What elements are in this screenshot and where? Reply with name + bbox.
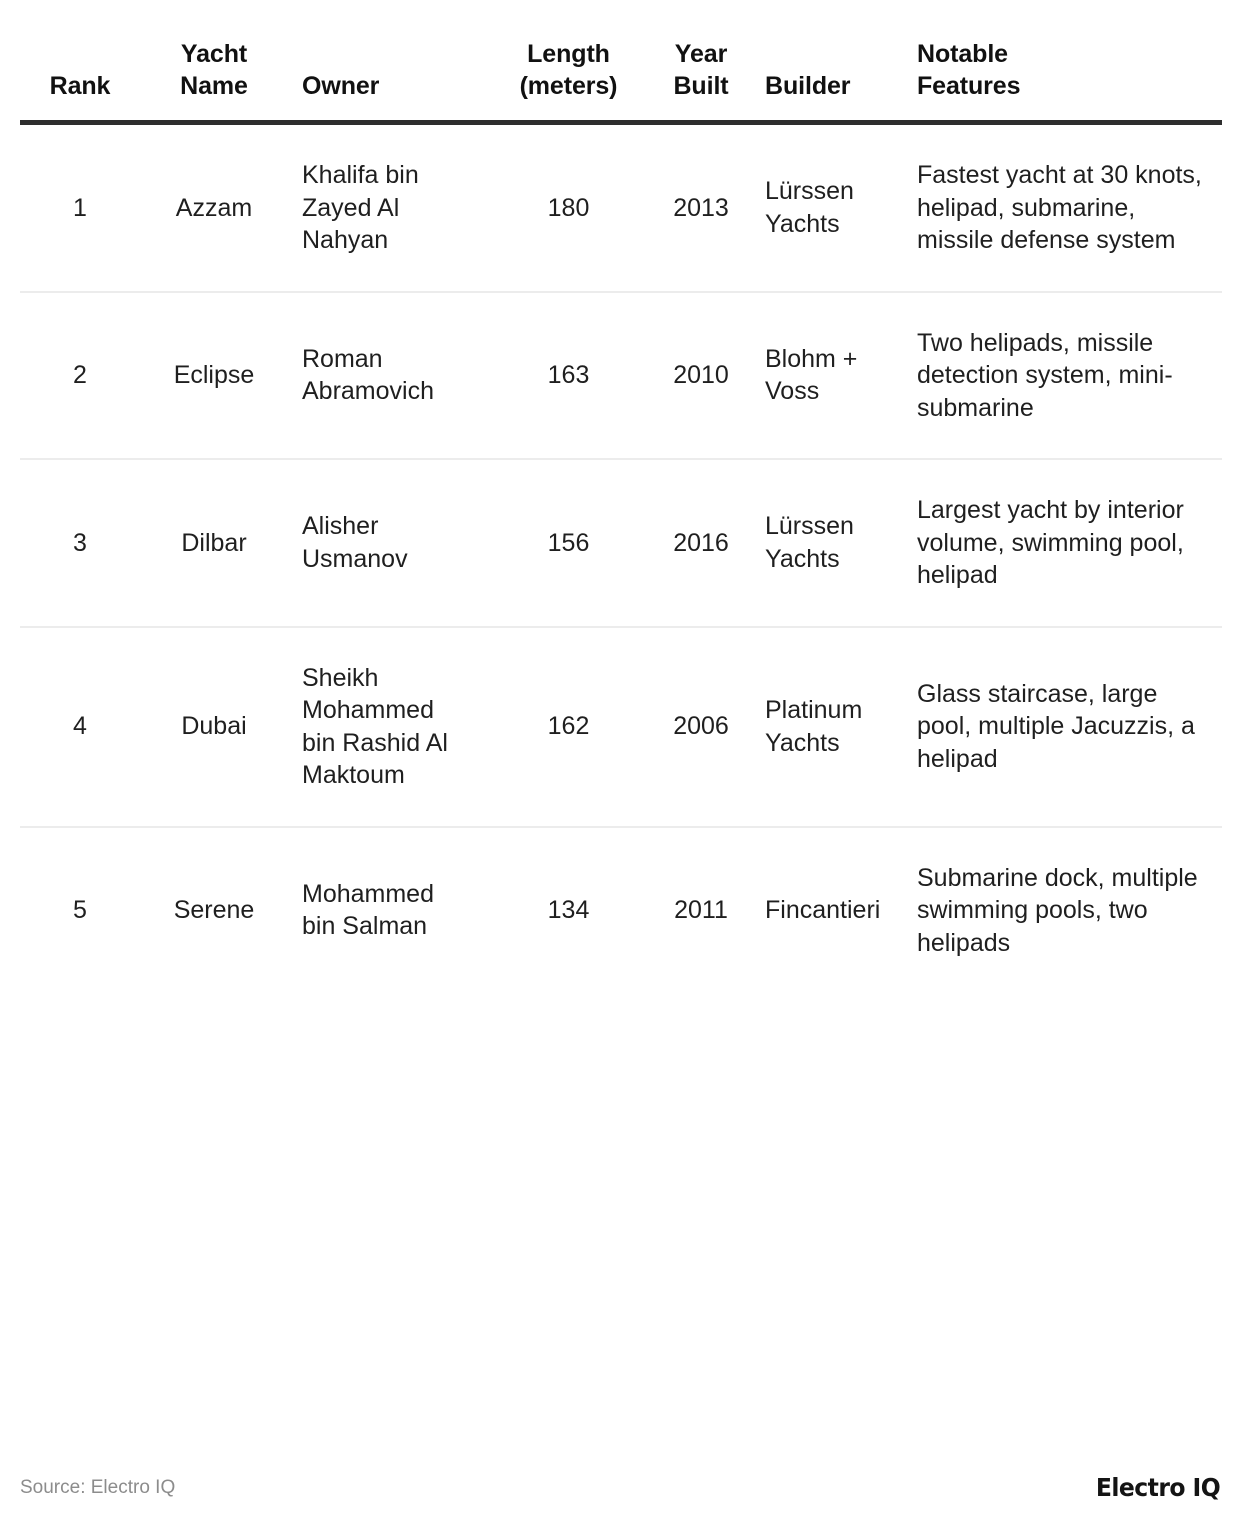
column-header-rank	[20, 0, 140, 123]
cell-owner: Sheikh Mohammed bin Rashid Al Maktoum	[288, 627, 486, 827]
cell-rank: 5	[73, 896, 87, 924]
table-header-row	[20, 0, 1222, 123]
cell-owner: Roman Abramovich	[288, 292, 486, 460]
column-header-line2: (meters)	[519, 72, 618, 100]
cell-notable_features: Glass staircase, large pool, multiple Jacuzzis, a helipad	[903, 627, 1222, 827]
table-row	[20, 627, 1222, 827]
table-row	[20, 459, 1222, 627]
column-header-line2: Rank	[49, 72, 111, 100]
column-header-length_meters	[486, 0, 651, 123]
cell-length_meters: 163	[486, 292, 651, 460]
cell-length_meters: 162	[486, 627, 651, 827]
cell-yacht_name: Dilbar	[140, 459, 288, 627]
table-row	[20, 292, 1222, 460]
cell-builder: Lürssen Yachts	[751, 123, 903, 292]
table-body	[20, 123, 1222, 994]
cell-year_built: 2013	[651, 123, 751, 292]
electro-iq-logo: Electro IQ	[1095, 1472, 1220, 1502]
footer	[20, 1470, 1220, 1504]
cell-yacht_name: Azzam	[140, 123, 288, 292]
table-header	[20, 0, 1222, 123]
cell-owner: Mohammed bin Salman	[302, 879, 434, 941]
cell-notable_features: Largest yacht by interior volume, swimming pool, helipad	[903, 459, 1222, 627]
cell-rank: 4	[20, 627, 140, 827]
column-header-notable_features	[903, 0, 1222, 123]
cell-notable_features: Submarine dock, multiple swimming pools, two helipads	[917, 863, 1198, 957]
cell-rank: 1	[20, 123, 140, 292]
column-header-owner	[288, 0, 486, 123]
cell-owner: Khalifa bin Zayed Al Nahyan	[288, 123, 486, 292]
cell-length_meters: 156	[486, 459, 651, 627]
column-header-line2: Builder	[765, 72, 851, 100]
cell-notable_features: Fastest yacht at 30 knots, helipad, submarine, missile defense system	[903, 123, 1222, 292]
column-header-year_built	[651, 0, 751, 123]
cell-yacht_name: Eclipse	[140, 292, 288, 460]
cell-length_meters: 134	[547, 896, 590, 924]
cell-builder: Blohm + Voss	[751, 292, 903, 460]
cell-year_built: 2006	[651, 627, 751, 827]
cell-rank: 3	[20, 459, 140, 627]
column-header-yacht_name	[140, 0, 288, 123]
cell-yacht_name: Serene	[173, 896, 255, 924]
source-label: Source: Electro IQ	[20, 1476, 176, 1498]
cell-builder: Lürssen Yachts	[751, 459, 903, 627]
column-header-line2: Built	[673, 72, 729, 100]
column-header-line2: Owner	[302, 72, 380, 100]
column-header-line1: Length	[527, 40, 610, 68]
cell-builder: Fincantieri	[765, 896, 881, 924]
cell-notable_features: Two helipads, missile detection system, mini-submarine	[903, 292, 1222, 460]
cell-rank: 2	[20, 292, 140, 460]
column-header-line1: Year	[674, 40, 728, 68]
cell-year_built: 2016	[651, 459, 751, 627]
column-header-line2: Name	[180, 72, 248, 100]
cell-year_built: 2011	[674, 896, 728, 924]
column-header-line2: Features	[917, 72, 1021, 100]
table-row	[20, 827, 1222, 994]
column-header-line1: Yacht	[180, 40, 248, 68]
column-header-line1: Notable	[917, 40, 1008, 68]
cell-builder: Platinum Yachts	[751, 627, 903, 827]
cell-year_built: 2010	[651, 292, 751, 460]
column-header-builder	[751, 0, 903, 123]
cell-yacht_name: Dubai	[140, 627, 288, 827]
cell-owner: Alisher Usmanov	[288, 459, 486, 627]
table-row	[20, 123, 1222, 292]
yacht-ranking-table	[20, 0, 1222, 993]
cell-length_meters: 180	[486, 123, 651, 292]
